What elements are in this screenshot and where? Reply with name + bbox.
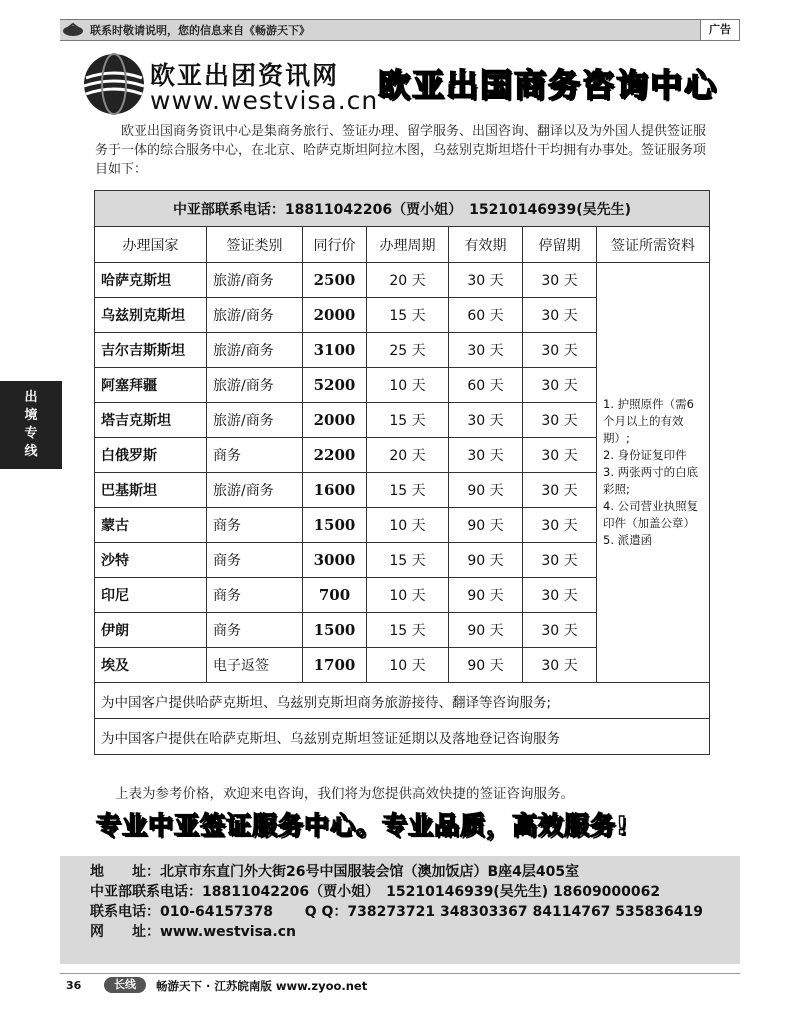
- header-documents: 签证所需资料: [597, 227, 710, 263]
- section-badge: 长线: [104, 977, 146, 993]
- price-cell: 700: [303, 578, 367, 613]
- service-row: [95, 719, 710, 755]
- central-asia-phone-value: 18811042206（贾小姐） 15210146939(吴先生) 18609000062: [202, 884, 661, 900]
- price-cell: 1600: [303, 473, 367, 508]
- price-cell: 2000: [303, 403, 367, 438]
- website-link[interactable]: www.westvisa.cn: [160, 924, 296, 940]
- period-cell: 15 天: [367, 543, 449, 578]
- price-cell: 5200: [303, 368, 367, 403]
- type-cell: 旅游/商务: [207, 263, 303, 298]
- intro-paragraph: 欧亚出国商务资讯中心是集商务旅行、签证办理、留学服务、出国咨询、翻译以及为外国人提供签证服务于一体的综合服务中心，在北京、哈萨克斯坦阿拉木图，乌兹别克斯坦塔什干均拥有办事处。签证服务项目如下：: [95, 124, 707, 177]
- header-stay: 停留期: [523, 227, 597, 263]
- address-label: 地 址：: [90, 864, 160, 880]
- stay-cell: 30 天: [523, 368, 597, 403]
- visa-table: [94, 190, 710, 755]
- validity-cell: 30 天: [449, 333, 523, 368]
- validity-cell: 90 天: [449, 648, 523, 683]
- validity-cell: 90 天: [449, 543, 523, 578]
- document-item: 1. 护照原件（需6个月以上的有效期）;: [603, 397, 694, 445]
- brand-url[interactable]: www.westvisa.cn: [150, 86, 379, 115]
- validity-cell: 90 天: [449, 473, 523, 508]
- stay-cell: 30 天: [523, 333, 597, 368]
- table-contact: 中亚部联系电话：18811042206（贾小姐） 15210146939(吴先生): [95, 191, 710, 227]
- stay-cell: 30 天: [523, 543, 597, 578]
- type-cell: 商务: [207, 578, 303, 613]
- central-asia-phone-line: [90, 882, 710, 902]
- price-cell: 1500: [303, 613, 367, 648]
- stay-cell: 30 天: [523, 578, 597, 613]
- type-cell: 旅游/商务: [207, 403, 303, 438]
- price-cell: 1700: [303, 648, 367, 683]
- type-cell: 旅游/商务: [207, 333, 303, 368]
- country-cell: 吉尔吉斯斯坦: [95, 333, 207, 368]
- type-cell: 旅游/商务: [207, 298, 303, 333]
- stay-cell: 30 天: [523, 298, 597, 333]
- contact-box: [60, 856, 740, 964]
- table-header-row: [95, 227, 710, 263]
- phone-label: 联系电话：: [90, 904, 160, 920]
- qq-value: 738273721 348303367 84114767 535836419: [347, 904, 703, 920]
- price-cell: 3100: [303, 333, 367, 368]
- period-cell: 10 天: [367, 508, 449, 543]
- country-cell: 白俄罗斯: [95, 438, 207, 473]
- price-cell: 2200: [303, 438, 367, 473]
- section-side-tab: 出境专线: [0, 381, 62, 469]
- service-text: 为中国客户提供哈萨克斯坦、乌兹别克斯坦商务旅游接待、翻译等咨询服务;: [95, 683, 710, 719]
- type-cell: 旅游/商务: [207, 473, 303, 508]
- globe-logo-icon: [82, 52, 146, 116]
- price-cell: 1500: [303, 508, 367, 543]
- validity-cell: 30 天: [449, 403, 523, 438]
- stay-cell: 30 天: [523, 648, 597, 683]
- magazine-logo-icon: [62, 22, 84, 38]
- stay-cell: 30 天: [523, 613, 597, 648]
- period-cell: 15 天: [367, 473, 449, 508]
- stay-cell: 30 天: [523, 263, 597, 298]
- type-cell: 旅游/商务: [207, 368, 303, 403]
- document-item: 4. 公司营业执照复印件（加盖公章）: [603, 499, 699, 530]
- price-cell: 2000: [303, 298, 367, 333]
- publication-info: 畅游天下 · 江苏皖南版 www.zyoo.net: [156, 979, 368, 993]
- period-cell: 15 天: [367, 298, 449, 333]
- type-cell: 商务: [207, 438, 303, 473]
- country-cell: 塔吉克斯坦: [95, 403, 207, 438]
- document-item: 5. 派遣函: [603, 533, 653, 547]
- slogan: 专业中亚签证服务中心。专业品质，高效服务!: [96, 811, 629, 840]
- country-cell: 哈萨克斯坦: [95, 263, 207, 298]
- validity-cell: 90 天: [449, 578, 523, 613]
- central-asia-phone-label: 中亚部联系电话：: [90, 884, 202, 900]
- address-value: 北京市东直门外大街26号中国服装会馆（澳加饭店）B座4层405室: [160, 864, 580, 880]
- price-footnote: 上表为参考价格，欢迎来电咨询，我们将为您提供高效快捷的签证咨询服务。: [115, 786, 574, 802]
- website-line: [90, 922, 710, 942]
- period-cell: 20 天: [367, 263, 449, 298]
- service-row: [95, 683, 710, 719]
- header-validity: 有效期: [449, 227, 523, 263]
- table-contact-row: [95, 191, 710, 227]
- address-line: [90, 862, 710, 882]
- source-note: 联系时敬请说明，您的信息来自《畅游天下》: [90, 24, 310, 37]
- validity-cell: 90 天: [449, 508, 523, 543]
- validity-cell: 60 天: [449, 368, 523, 403]
- validity-cell: 30 天: [449, 438, 523, 473]
- phone-value: 010-64157378: [160, 904, 273, 920]
- validity-cell: 60 天: [449, 298, 523, 333]
- ad-tag: 广告: [700, 19, 740, 41]
- page-number: 36: [66, 979, 82, 992]
- period-cell: 15 天: [367, 403, 449, 438]
- country-cell: 蒙古: [95, 508, 207, 543]
- country-cell: 乌兹别克斯坦: [95, 298, 207, 333]
- brand-name: 欧亚出团资讯网: [150, 61, 340, 90]
- period-cell: 10 天: [367, 648, 449, 683]
- type-cell: 商务: [207, 543, 303, 578]
- website-label: 网 址：: [90, 924, 160, 940]
- price-cell: 3000: [303, 543, 367, 578]
- period-cell: 10 天: [367, 578, 449, 613]
- stay-cell: 30 天: [523, 403, 597, 438]
- header-country: 办理国家: [95, 227, 207, 263]
- country-cell: 巴基斯坦: [95, 473, 207, 508]
- period-cell: 15 天: [367, 613, 449, 648]
- country-cell: 伊朗: [95, 613, 207, 648]
- header-price: 同行价: [303, 227, 367, 263]
- period-cell: 10 天: [367, 368, 449, 403]
- type-cell: 商务: [207, 613, 303, 648]
- type-cell: 电子返签: [207, 648, 303, 683]
- table-row: [95, 263, 710, 298]
- validity-cell: 90 天: [449, 613, 523, 648]
- headline: 欧亚出国商务咨询中心: [378, 66, 719, 104]
- documents-cell: [597, 263, 710, 683]
- period-cell: 25 天: [367, 333, 449, 368]
- phone-qq-line: [90, 902, 710, 922]
- stay-cell: 30 天: [523, 508, 597, 543]
- country-cell: 埃及: [95, 648, 207, 683]
- stay-cell: 30 天: [523, 438, 597, 473]
- document-item: 3. 两张两寸的白底彩照;: [603, 465, 699, 496]
- country-cell: 阿塞拜疆: [95, 368, 207, 403]
- country-cell: 印尼: [95, 578, 207, 613]
- period-cell: 20 天: [367, 438, 449, 473]
- country-cell: 沙特: [95, 543, 207, 578]
- document-item: 2. 身份证复印件: [603, 448, 687, 462]
- price-cell: 2500: [303, 263, 367, 298]
- header-type: 签证类别: [207, 227, 303, 263]
- header-period: 办理周期: [367, 227, 449, 263]
- type-cell: 商务: [207, 508, 303, 543]
- stay-cell: 30 天: [523, 473, 597, 508]
- validity-cell: 30 天: [449, 263, 523, 298]
- top-bar: [60, 19, 740, 41]
- qq-label: Q Q：: [304, 904, 348, 920]
- service-text: 为中国客户提供在哈萨克斯坦、乌兹别克斯坦签证延期以及落地登记咨询服务: [95, 719, 710, 755]
- page-footer: [60, 973, 740, 996]
